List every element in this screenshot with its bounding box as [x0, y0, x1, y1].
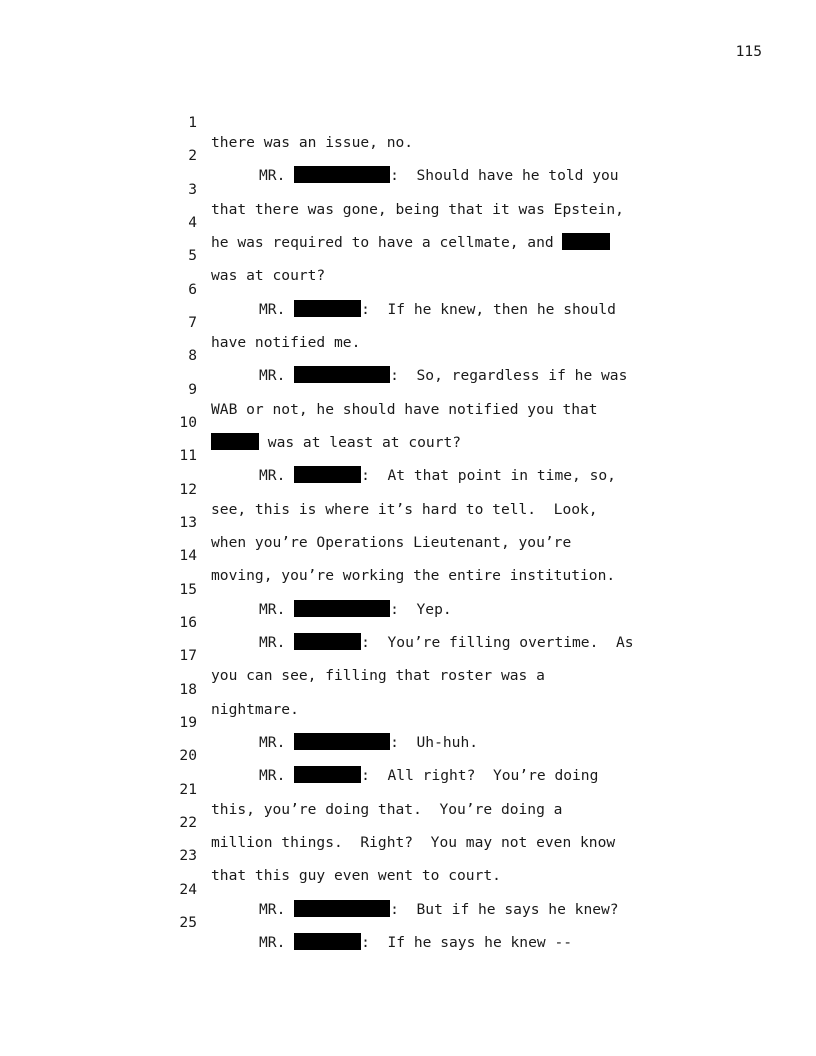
line-number: 11 [179, 447, 197, 464]
speech-text: : Uh-huh. [390, 734, 479, 751]
line-number: 7 [188, 314, 197, 331]
line-number: 16 [179, 614, 197, 631]
line-text [259, 300, 616, 320]
redaction-box [294, 366, 390, 383]
redaction-box [294, 600, 390, 617]
redaction-box [294, 300, 361, 317]
speech-text: was at least at court? [259, 434, 462, 451]
line-text [211, 433, 461, 453]
speaker-prefix: MR. [259, 601, 295, 618]
speech-text: : All right? You’re doing [361, 767, 599, 784]
line-number: 18 [179, 681, 197, 698]
line-text: that there was gone, being that it was Epstein, [211, 201, 624, 218]
speech-text: he was required to have a cellmate, and [211, 234, 563, 251]
line-text: WAB or not, he should have notified you that [211, 401, 598, 418]
transcript-line-5 [0, 226, 326, 284]
line-number: 2 [188, 147, 197, 164]
speech-text: : Should have he told you [390, 167, 619, 184]
line-text: was at court? [211, 267, 326, 284]
line-number: 3 [188, 181, 197, 198]
line-text: this, you’re doing that. You’re doing a [211, 801, 563, 818]
redaction-box [211, 433, 259, 450]
line-number: 14 [179, 547, 197, 564]
line-number: 21 [179, 781, 197, 798]
line-text: when you’re Operations Lieutenant, you’re [211, 534, 572, 551]
speech-text: : If he says he knew -- [361, 934, 573, 951]
line-text: see, this is where it’s hard to tell. Look, [211, 501, 598, 518]
line-text [259, 766, 598, 786]
transcript-line-18 [0, 660, 299, 718]
line-number: 24 [179, 881, 197, 898]
speech-text: : If he knew, then he should [361, 301, 616, 318]
line-number: 22 [179, 814, 197, 831]
speech-text: : So, regardless if he was [390, 367, 628, 384]
line-text: there was an issue, no. [211, 134, 414, 151]
line-text [259, 733, 478, 753]
speech-text: : But if he says he knew? [390, 901, 619, 918]
line-text [259, 166, 619, 186]
line-number: 25 [179, 914, 197, 931]
line-text: nightmare. [211, 701, 299, 718]
speaker-prefix: MR. [259, 467, 295, 484]
line-number: 23 [179, 847, 197, 864]
speaker-prefix: MR. [259, 901, 295, 918]
line-number: 20 [179, 747, 197, 764]
speech-text: : Yep. [390, 601, 452, 618]
line-text [259, 933, 572, 953]
speaker-prefix: MR. [259, 167, 295, 184]
redaction-box [294, 900, 390, 917]
redaction-box [294, 766, 361, 783]
redaction-box [294, 933, 361, 950]
redaction-box [294, 166, 390, 183]
line-number: 15 [179, 581, 197, 598]
speaker-prefix: MR. [259, 934, 295, 951]
line-text: that this guy even went to court. [211, 867, 501, 884]
line-number: 19 [179, 714, 197, 731]
speech-text: : You’re filling overtime. As [361, 634, 634, 651]
speech-text: : At that point in time, so, [361, 467, 616, 484]
speaker-prefix: MR. [259, 301, 295, 318]
line-text [259, 466, 616, 486]
line-number: 1 [188, 114, 197, 131]
speaker-prefix: MR. [259, 634, 295, 651]
line-number: 8 [188, 347, 197, 364]
line-number: 10 [179, 414, 197, 431]
redaction-box [294, 466, 361, 483]
line-text: million things. Right? You may not even know [211, 834, 616, 851]
line-text [259, 900, 619, 920]
line-text [211, 233, 610, 253]
line-number: 17 [179, 647, 197, 664]
line-text [259, 633, 634, 653]
line-text: moving, you’re working the entire institution. [211, 567, 616, 584]
transcript-line-1 [0, 93, 414, 151]
speaker-prefix: MR. [259, 734, 295, 751]
redaction-box [294, 733, 390, 750]
speaker-prefix: MR. [259, 367, 295, 384]
speaker-prefix: MR. [259, 767, 295, 784]
line-number: 9 [188, 381, 197, 398]
redaction-box [294, 633, 361, 650]
redaction-box [562, 233, 610, 250]
line-number: 5 [188, 247, 197, 264]
line-number: 13 [179, 514, 197, 531]
page-number: 115 [735, 43, 762, 60]
line-text: you can see, filling that roster was a [211, 667, 545, 684]
line-number: 6 [188, 281, 197, 298]
line-number: 12 [179, 481, 197, 498]
line-text: have notified me. [211, 334, 361, 351]
line-text [259, 600, 452, 620]
line-text [259, 366, 627, 386]
line-number: 4 [188, 214, 197, 231]
